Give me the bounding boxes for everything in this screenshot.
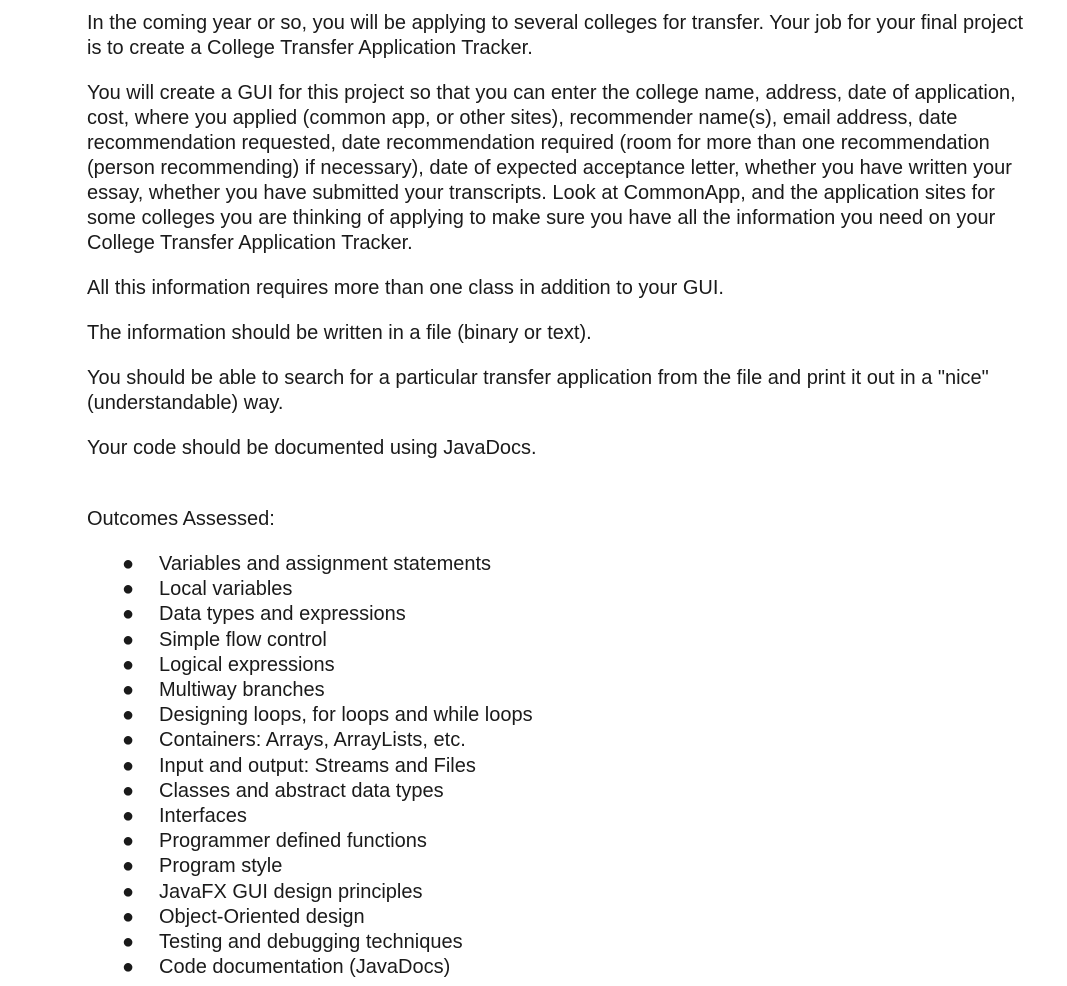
bullet-icon: ●	[121, 729, 135, 752]
list-item-text: Program style	[159, 855, 283, 878]
list-item-text: Code documentation (JavaDocs)	[159, 956, 451, 979]
list-item	[121, 653, 1037, 678]
list-item-text: Testing and debugging techniques	[159, 931, 463, 954]
spacer	[87, 481, 1037, 507]
bullet-icon: ●	[121, 578, 135, 601]
list-item	[121, 552, 1037, 577]
bullet-icon: ●	[121, 905, 135, 928]
list-item	[121, 703, 1037, 728]
bullet-icon: ●	[121, 603, 135, 626]
paragraph-intro: In the coming year or so, you will be applying to several colleges for transfer. Your job for your final project is to create a College Transfer Application Tracker.	[87, 12, 1024, 59]
bullet-icon: ●	[121, 855, 135, 878]
list-item	[121, 880, 1037, 905]
list-item-text: Interfaces	[159, 805, 247, 828]
paragraph-gui-requirements: You will create a GUI for this project so that you can enter the college name, address, date of application, cost, where you applied (common app, or other sites), recommender name(s), email address, date recommendation requested, date recommendation required (room for more than one recommendation (person recommending) if necessary), date of expected acceptance letter, whether you have written your essay, whether you have submitted your transcripts. Look at CommonApp, and the application sites for some colleges you are thinking of applying to make sure you have all the information you need on your College Transfer Application Tracker.	[87, 82, 1016, 254]
paragraph-javadocs: Your code should be documented using JavaDocs.	[87, 437, 537, 459]
outcomes-heading: Outcomes Assessed:	[87, 508, 275, 530]
list-item	[121, 779, 1037, 804]
list-item	[121, 728, 1037, 753]
list-item-text: Logical expressions	[159, 653, 335, 676]
list-item	[121, 678, 1037, 703]
bullet-icon: ●	[121, 880, 135, 903]
list-item	[121, 930, 1037, 955]
outcomes-list	[87, 552, 1037, 980]
list-item-text: JavaFX GUI design principles	[159, 880, 423, 903]
bullet-icon: ●	[121, 704, 135, 727]
list-item-text: Designing loops, for loops and while loops	[159, 704, 533, 727]
paragraph-search: You should be able to search for a particular transfer application from the file and print it out in a "nice" (understandable) way.	[87, 367, 989, 414]
list-item-text: Object-Oriented design	[159, 905, 365, 928]
bullet-icon: ●	[121, 679, 135, 702]
document-body	[87, 11, 1037, 980]
list-item	[121, 577, 1037, 602]
list-item	[121, 955, 1037, 980]
list-item	[121, 754, 1037, 779]
bullet-icon: ●	[121, 931, 135, 954]
bullet-icon: ●	[121, 553, 135, 575]
list-item-text: Input and output: Streams and Files	[159, 754, 476, 777]
list-item	[121, 905, 1037, 930]
list-item-text: Local variables	[159, 578, 293, 601]
list-item-text: Data types and expressions	[159, 603, 406, 626]
list-item-text: Variables and assignment statements	[159, 553, 492, 575]
list-item-text: Classes and abstract data types	[159, 779, 444, 802]
list-item-text: Multiway branches	[159, 679, 325, 702]
bullet-icon: ●	[121, 830, 135, 853]
list-item	[121, 628, 1037, 653]
list-item	[121, 602, 1037, 627]
bullet-icon: ●	[121, 653, 135, 676]
bullet-icon: ●	[121, 628, 135, 651]
list-item-text: Containers: Arrays, ArrayLists, etc.	[159, 729, 466, 752]
list-item	[121, 804, 1037, 829]
paragraph-file: The information should be written in a file (binary or text).	[87, 322, 592, 344]
list-item	[121, 829, 1037, 854]
bullet-icon: ●	[121, 779, 135, 802]
bullet-icon: ●	[121, 805, 135, 828]
paragraph-classes: All this information requires more than one class in addition to your GUI.	[87, 277, 724, 299]
bullet-icon: ●	[121, 956, 135, 979]
list-item	[121, 854, 1037, 879]
bullet-icon: ●	[121, 754, 135, 777]
list-item-text: Programmer defined functions	[159, 830, 427, 853]
list-item-text: Simple flow control	[159, 628, 327, 651]
